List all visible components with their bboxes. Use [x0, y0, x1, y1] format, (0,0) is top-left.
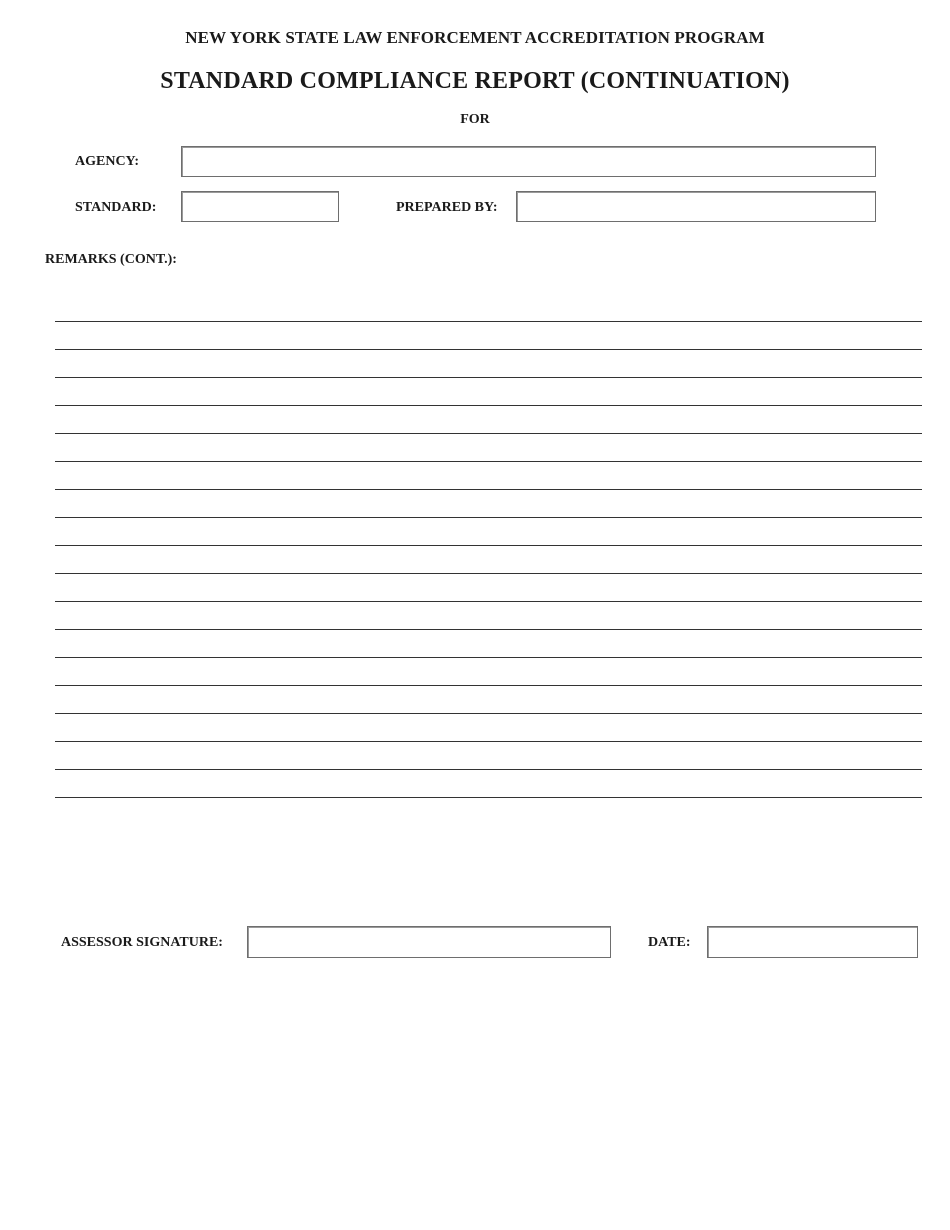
agency-label: AGENCY:: [75, 154, 140, 169]
remarks-line[interactable]: [55, 601, 922, 629]
remarks-label: REMARKS (CONT.):: [45, 252, 177, 267]
prepared-by-label: PREPARED BY:: [396, 200, 498, 215]
remarks-line[interactable]: [55, 517, 922, 545]
remarks-line[interactable]: [55, 713, 922, 741]
remarks-line[interactable]: [55, 349, 922, 377]
program-title: NEW YORK STATE LAW ENFORCEMENT ACCREDITATION PROGRAM: [185, 28, 765, 47]
remarks-lines[interactable]: [55, 321, 922, 798]
report-title: STANDARD COMPLIANCE REPORT (CONTINUATION): [160, 68, 790, 94]
for-label: FOR: [460, 112, 490, 127]
remarks-line[interactable]: [55, 769, 922, 797]
standard-field[interactable]: [181, 191, 339, 222]
standard-label: STANDARD:: [75, 200, 157, 215]
remarks-line[interactable]: [55, 433, 922, 461]
remarks-line[interactable]: [55, 545, 922, 573]
remarks-line[interactable]: [55, 377, 922, 405]
remarks-line[interactable]: [55, 657, 922, 685]
remarks-line[interactable]: [55, 489, 922, 517]
remarks-line[interactable]: [55, 685, 922, 713]
remarks-line[interactable]: [55, 573, 922, 601]
assessor-signature-label: ASSESSOR SIGNATURE:: [61, 935, 223, 950]
remarks-line[interactable]: [55, 741, 922, 769]
date-field[interactable]: [707, 926, 918, 958]
agency-field[interactable]: [181, 146, 876, 177]
remarks-line[interactable]: [55, 797, 922, 798]
date-label: DATE:: [648, 935, 691, 950]
remarks-line[interactable]: [55, 321, 922, 349]
remarks-line[interactable]: [55, 405, 922, 433]
remarks-line[interactable]: [55, 461, 922, 489]
assessor-signature-field[interactable]: [247, 926, 611, 958]
remarks-line[interactable]: [55, 629, 922, 657]
prepared-by-field[interactable]: [516, 191, 876, 222]
